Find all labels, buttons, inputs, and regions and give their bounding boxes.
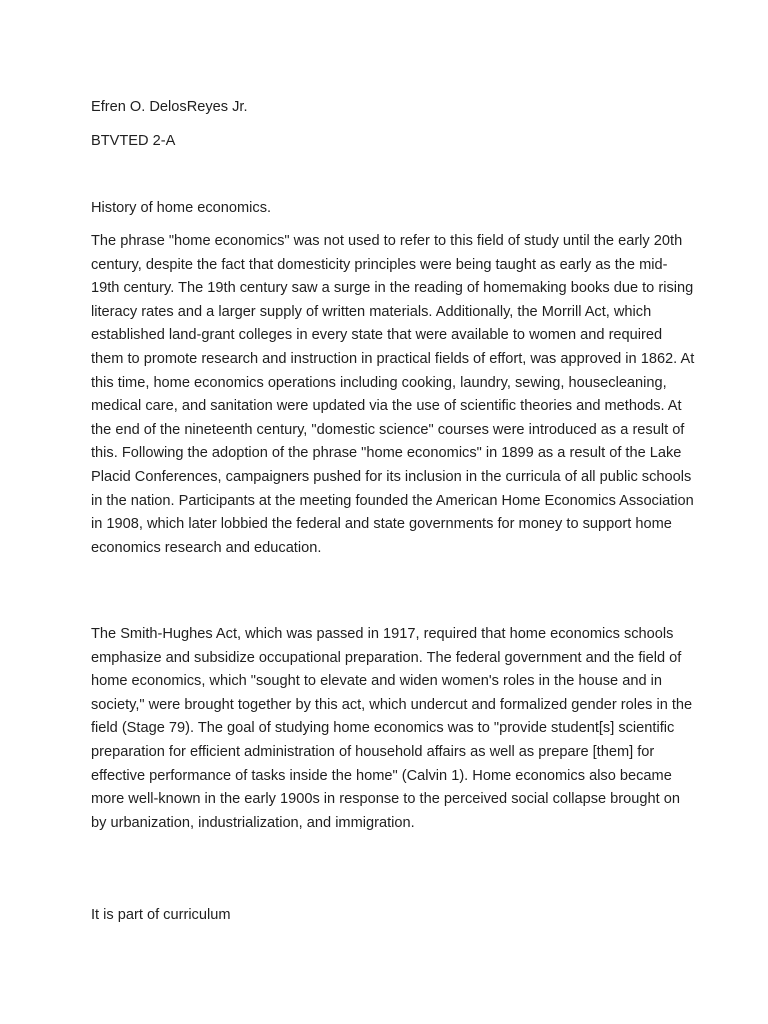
document-heading: History of home economics.: [91, 200, 272, 216]
body-paragraph: The phrase "home economics" was not used to refer to this field of study until the early 20th century, despite the fact that domesticity principles were being taught as early as the mid-19th century. The 19th century saw a surge in the reading of homemaking books due to rising literacy rates and a larger supply of written materials. Additionally, the Morrill Act, which established land-grant colleges in every state that were available to women and required them to promote research and instruction in practical fields of effort, was approved in 1862. At this time, home economics operations including cooking, laundry, sewing, housecleaning, medical care, and sanitation were updated via the use of scientific theories and methods. At the end of the nineteenth century, "domestic science" courses were introduced as a result of this. Following the adoption of the phrase "home economics" in 1899 as a result of the Lake Placid Conferences, campaigners pushed for its inclusion in the curricula of all public schools in the nation. Participants at the meeting founded the American Home Economics Association in 1908, which later lobbied the federal and state governments for money to support home economics research and education.: [91, 233, 695, 556]
body-paragraph: The Smith-Hughes Act, which was passed in 1917, required that home economics schools emphasize and subsidize occupational preparation. The federal government and the field of home economics, which "sought to elevate and widen women's roles in the house and in society," were brought together by this act, which undercut and formalized gender roles in the field (Stage 79). The goal of studying home economics was to "provide student[s] scientific preparation for efficient administration of household affairs as well as prepare [them] for effective performance of tasks inside the home" (Calvin 1). Home economics also became more well-known in the early 1900s in response to the perceived social collapse brought on by urbanization, industrialization, and immigration.: [91, 626, 693, 831]
author-name: Efren O. DelosReyes Jr.: [91, 99, 248, 115]
class-section: BTVTED 2-A: [91, 133, 176, 149]
closing-line: It is part of curriculum: [91, 907, 231, 923]
